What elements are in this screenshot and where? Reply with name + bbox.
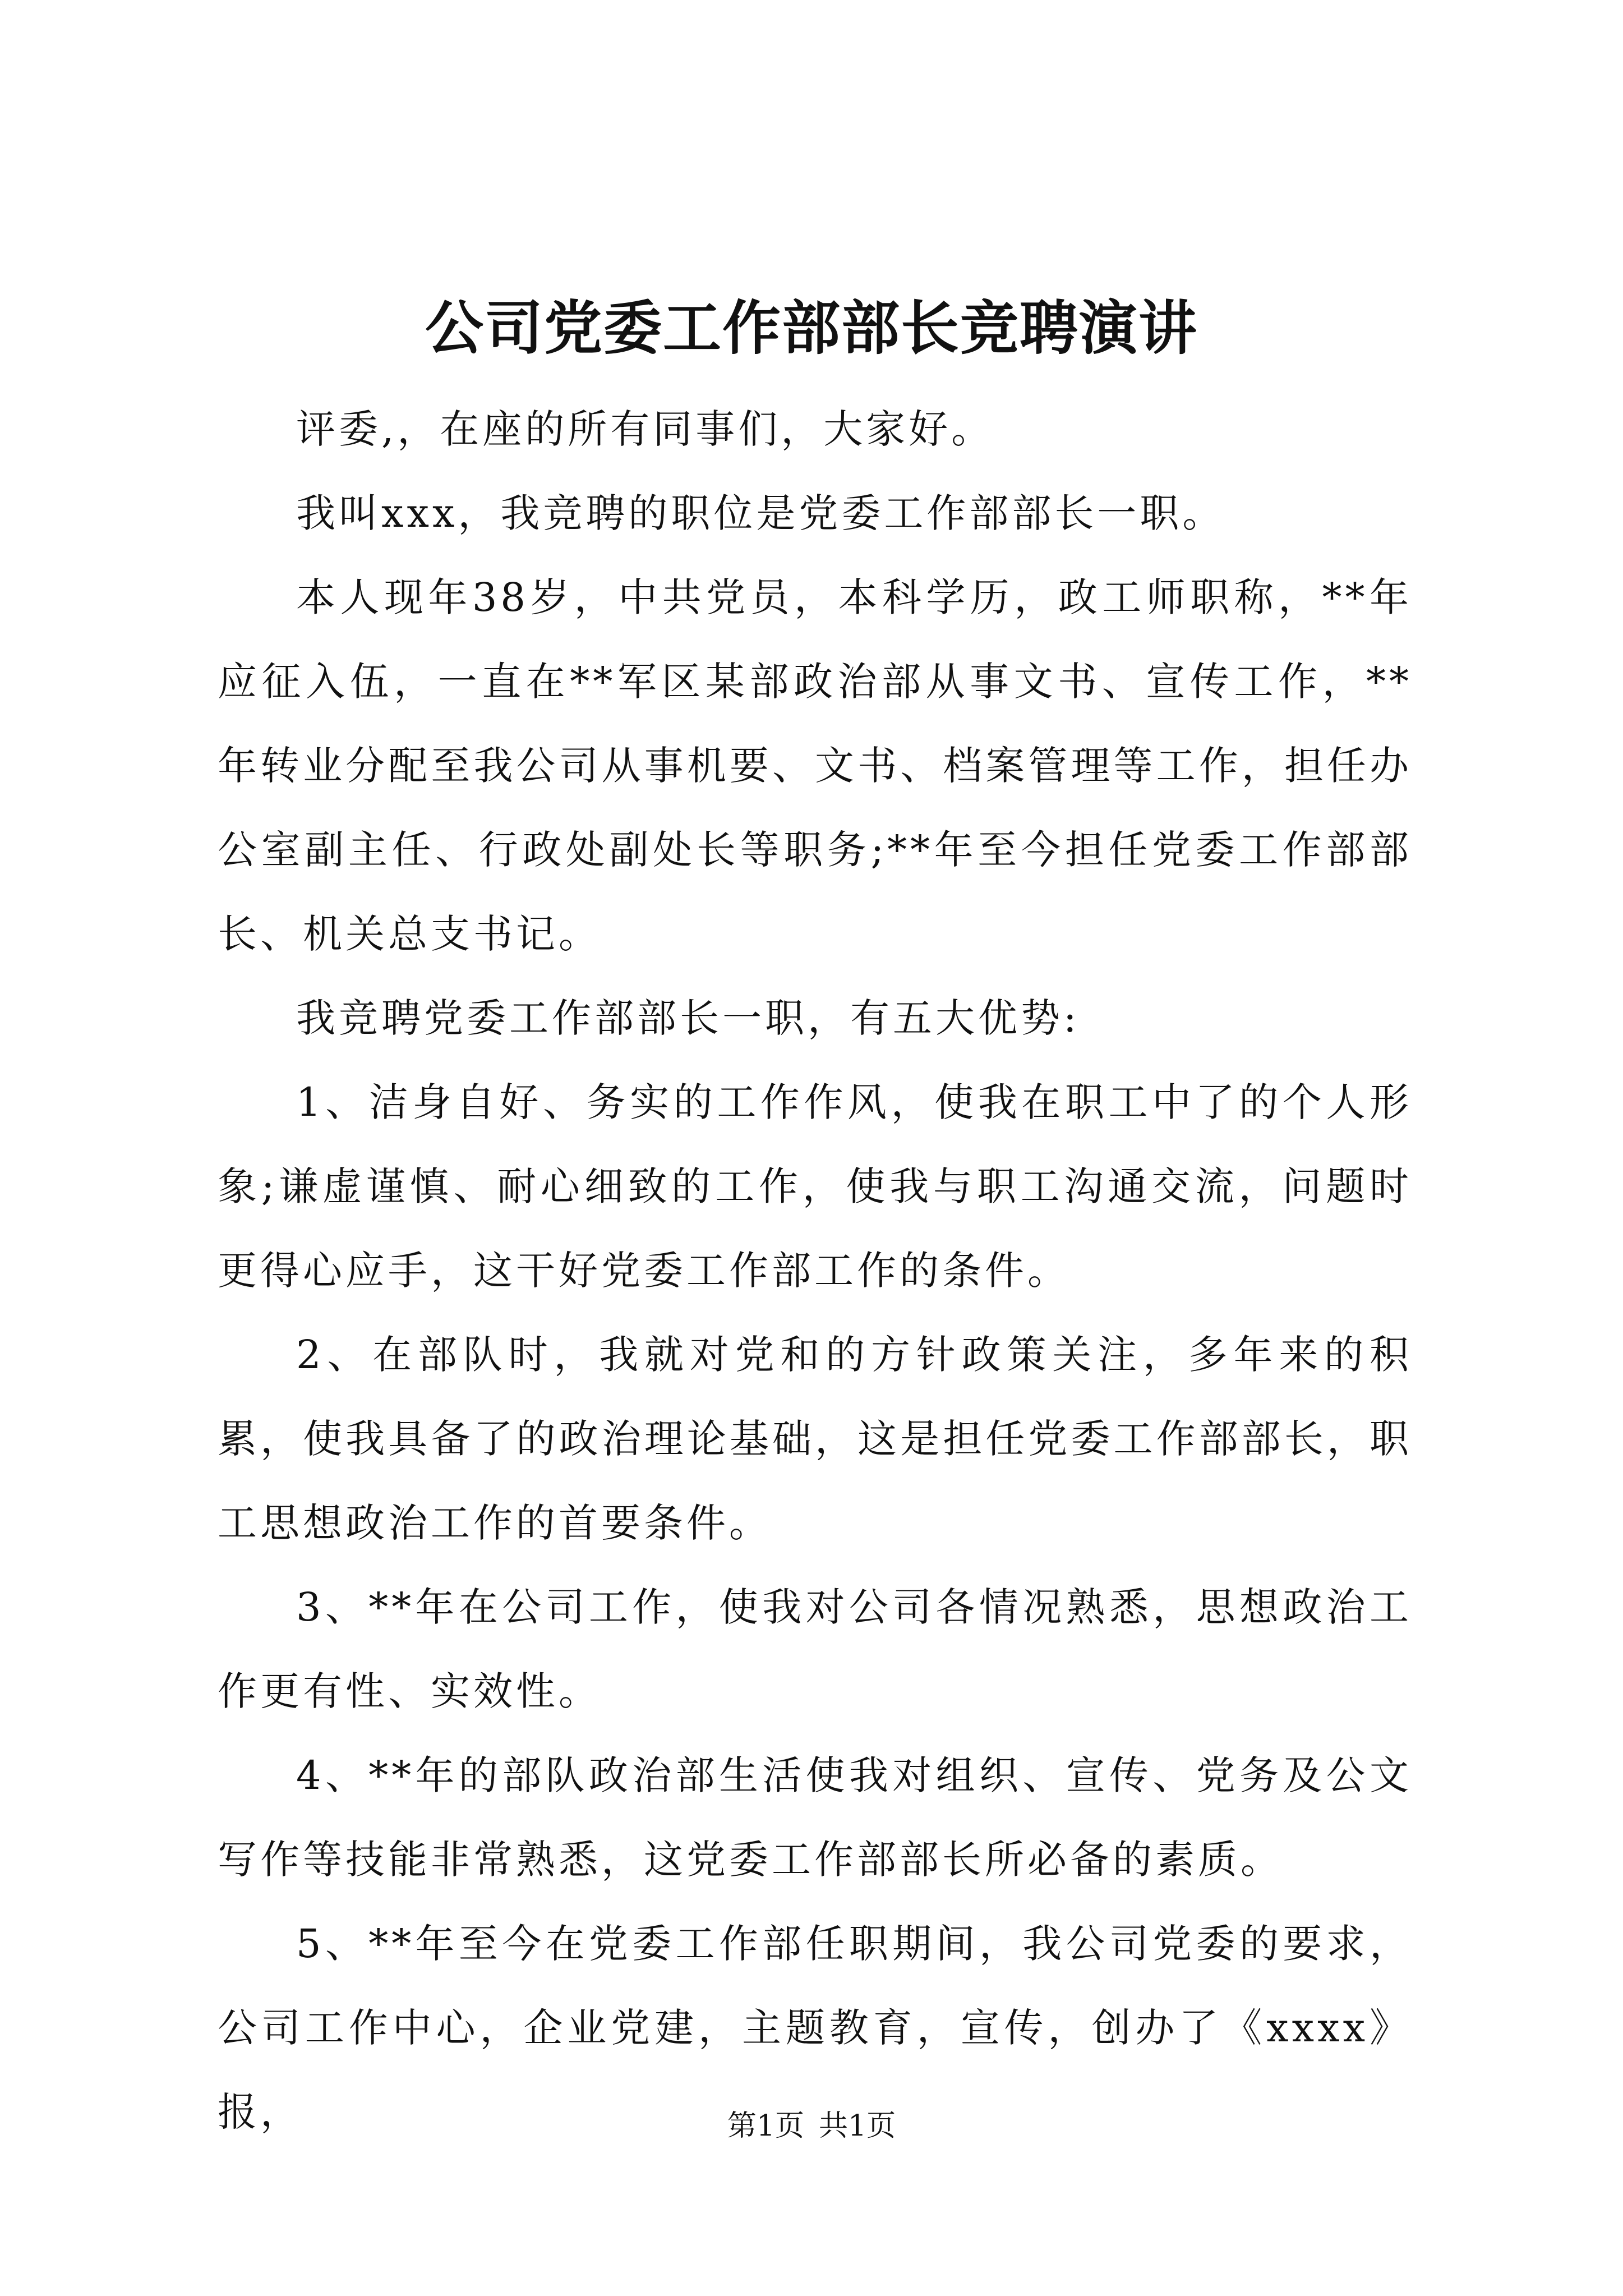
paragraph-advantage-2: 2、在部队时，我就对党和的方针政策关注，多年来的积累，使我具备了的政治理论基础，这是担任党委工作部部长，职工思想政治工作的首要条件。 xyxy=(218,1332,1412,1546)
paragraph-introduction: 我叫xxx，我竞聘的职位是党委工作部部长一职。 xyxy=(296,490,1225,536)
page-number: 第1页 xyxy=(727,2109,804,2143)
paragraph-advantages-intro: 我竞聘党委工作部部长一职，有五大优势: xyxy=(296,995,1080,1041)
paragraph-advantage-1: 1、洁身自好、务实的工作作风，使我在职工中了的个人形象;谦虚谨慎、耐心细致的工作，使我与职工沟通交流，问题时更得心应手，这干好党委工作部工作的条件。 xyxy=(218,1079,1412,1294)
document-body xyxy=(218,387,1412,2154)
document-title: 公司党委工作部部长竞聘演讲 xyxy=(425,293,1198,362)
paragraph-greeting: 评委,，在座的所有同事们，大家好。 xyxy=(296,406,994,452)
paragraph-background: 本人现年38岁，中共党员，本科学历，政工师职称，**年应征入伍，一直在**军区某部政治部从事文书、宣传工作，**年转业分配至我公司从事机要、文书、档案管理等工作，担任办公室副主任、行政处副处长等职务;**年至今担任党委工作部部长、机关总支书记。 xyxy=(218,574,1412,957)
page-footer xyxy=(0,2106,1623,2146)
paragraph-advantage-5: 5、**年至今在党委工作部任职期间，我公司党委的要求，公司工作中心，企业党建，主题教育，宣传，创办了《xxxx》报， xyxy=(218,1921,1412,2135)
page-total: 共1页 xyxy=(819,2109,896,2143)
paragraph-advantage-4: 4、**年的部队政治部生活使我对组织、宣传、党务及公文写作等技能非常熟悉，这党委工作部部长所必备的素质。 xyxy=(218,1752,1412,1883)
paragraph-advantage-3: 3、**年在公司工作，使我对公司各情况熟悉，思想政治工作更有性、实效性。 xyxy=(218,1584,1412,1714)
